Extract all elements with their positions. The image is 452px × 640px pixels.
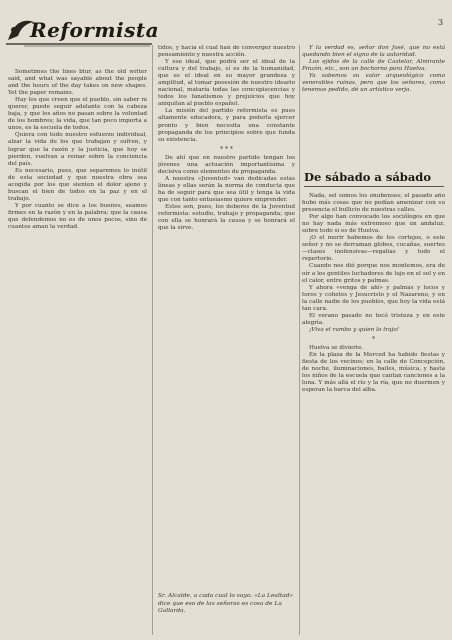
- paragraph: Cuando nos dió porque nos montemos, era de oír a los gentiles luchadores de lujo en el sol y en el calor, entre gritos y palmas.: [302, 263, 445, 284]
- paragraph: Y ahora «venga de ahí» y palmas y locos y toros y cohetes y Jesucristo y el Nazareno, y en la calle nadie de los pueblos, que hoy la vida está tan cara.: [302, 284, 445, 312]
- column-1: [8, 69, 147, 633]
- paragraph: Nada, sel somos los onubenses; el pasado año hubo más cosas que no podían amenizar con su presencia el bullicio de nuestras calles.: [302, 193, 445, 214]
- column-2-footnote: Sr. Alcalde, a cada cual lo suyo. «La Lealtad» dice que eso de las señoras es cosa de La Gallarda.: [158, 593, 294, 614]
- paragraph: Sometimes the lines blur, as the old writer said, and what was sayable about the people and the hours of the day takes on new shapes. Yet the paper remains.: [8, 69, 147, 97]
- paragraph: Quiera con todo nuestro esfuerzo individual, alzar la vida de los que trabajan y sufren, y lograr que la razón y la justicia, que hoy se pierden, vuelvan a reinar sobre la conciencia del país.: [8, 132, 147, 167]
- paragraph: El verano pasado no tocó tristeza y en este alegría.: [302, 312, 445, 326]
- paragraph: Y ese ideal, que podrá ser el ideal de la cultura y del trabajo, sí es de la humanidad, que es el ideal en su mayor grandeza y amplitud, al tomar posesión de nuestro ideario nacional, mataría todas las concupiscencias y todos los fanatismos y prejuicios que hoy aniquilan al pueblo español.: [158, 59, 295, 108]
- page-number: 3: [438, 18, 444, 27]
- paragraph: De ahí que en nuestro partido tengan los jóvenes una actuación importantísima y decisiva como elementos de propaganda.: [158, 154, 295, 175]
- section-separator: *: [372, 335, 375, 343]
- column-divider: [152, 45, 153, 635]
- paragraph: Y la verdad es, señor don José, que no está quedando bien el signo de la autoridad.: [302, 45, 445, 59]
- paragraph: ¡O el morir habemos de los cortejos, o este señor y no se derraman globos, cucañas, suertes—clases inofensivas—regalias y todo el repertorio.: [302, 235, 445, 263]
- column-3-intro: [302, 45, 445, 94]
- column-2: [158, 45, 295, 585]
- paragraph: Ya sabemos su valor arqueológico como venerables ruinas, pero que los señores, como tenemos pedido, dé un artístico verja.: [302, 73, 445, 94]
- masthead: [4, 10, 160, 50]
- paragraph: En la plaza de la Merced ha habido fiestas y fiesta de los vecinos; en la calle de Concepción, de noche, iluminaciones, bailes, música, y hasta los niños de la escuela que cantan canciones a la luna. Y más allá el río y la ría, que no duermen y esperan la barca del alba.: [302, 352, 445, 394]
- paragraph: Es necesario, pues, que separemos lo inútil de esta sociedad y que nuestra obra sea acogida por los que sienten el dolor ajeno y buscan el bien de todos en la paz y en el trabajo.: [8, 167, 147, 202]
- column-divider: [299, 45, 300, 635]
- paragraph: Hay los que creen que el pueblo, sin saber ni querer, puede seguir adelante con la cabeza baja, y que los años no pasan sobre la voluntad de los hombres; la vida, que tan poco importa a unos, es la escuela de todos.: [8, 97, 147, 132]
- masthead-title: Reformista: [30, 18, 160, 42]
- section-heading: De sábado a sábado: [304, 170, 432, 184]
- paragraph: Por algo han convocado los sociólogos en que no hay nada más extremoso que un andaluz, sobre todo si es de Huelva.: [302, 214, 445, 235]
- section-separator: * * *: [220, 145, 233, 153]
- column-3-body: [302, 193, 445, 638]
- paragraph: La misión del partido reformista es pues altamente educadora, y para poderla ejercer pronto y bien necesita una constante propaganda de los principios sobre que funda su existencia.: [158, 108, 295, 143]
- paragraph: Y por cuanto se dice a los buenos, seamos firmes en la razón y en la palabra; que la causa que defendemos no es de unos pocos, sino de cuantos aman la verdad.: [8, 202, 147, 231]
- section-rule: [304, 186, 444, 187]
- paragraph: ¡Viva el rumbo y quien lo trajo!: [309, 326, 400, 333]
- paragraph: tidos, y hacía el cual han de converger nuestro pensamiento y nuestra acción.: [158, 45, 295, 59]
- paragraph: A nuestra «Juventud» van dedicadas estas líneas y ellas serán la norma de conducta que ha de seguir para que sea útil y tenga la vida que con tanto entusiasmo quiere emprender.: [158, 175, 295, 203]
- paragraph: Estos son, pues, los deberes de la Juventud reformista: estudio, trabajo y propaganda; que con ella se honrará la causa y se honrará el que la sirve.: [158, 204, 295, 232]
- paragraph: Los ejidos de la calle de Castelar, Almirante Pinzón, etc., son un bochorno para Huelva.: [302, 59, 445, 73]
- paragraph: Huelva se divierte.: [309, 344, 364, 351]
